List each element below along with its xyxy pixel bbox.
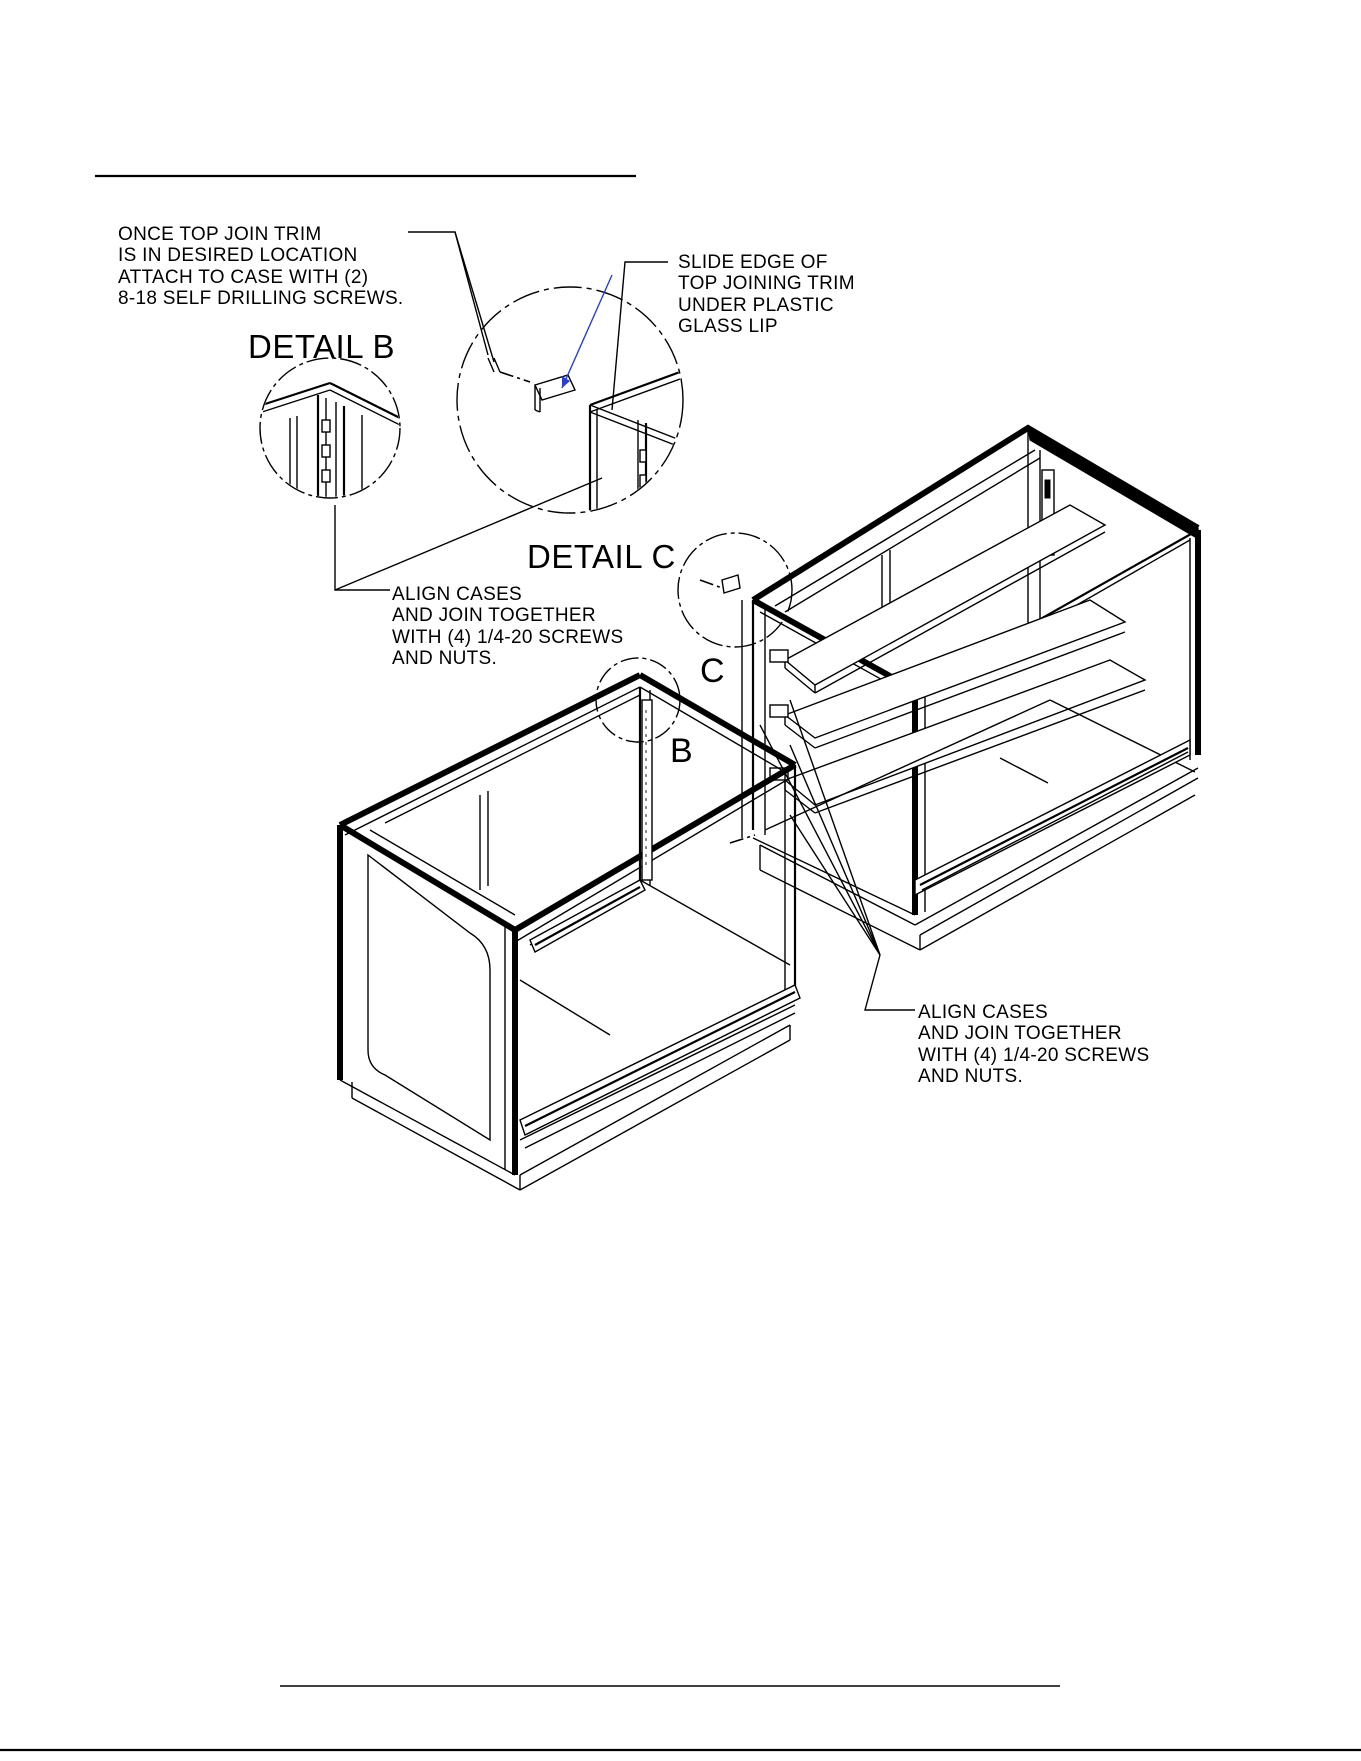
leader-align-upper [335, 505, 390, 590]
note-line: TOP JOINING TRIM [678, 273, 855, 295]
note-line: AND NUTS. [392, 647, 498, 669]
note-line: ALIGN CASES [918, 1002, 1049, 1023]
note-line: ONCE TOP JOIN TRIM [118, 224, 322, 245]
note-line: UNDER PLASTIC [678, 294, 834, 316]
note-line: WITH (4) 1/4-20 SCREWS [918, 1044, 1150, 1066]
note-line: ATTACH TO CASE WITH (2) [118, 266, 369, 288]
note-attach-trim [118, 224, 404, 309]
note-line: GLASS LIP [678, 315, 778, 337]
note-line: AND JOIN TOGETHER [918, 1023, 1122, 1045]
note-line: SLIDE EDGE OF [678, 252, 828, 273]
note-slide-edge [678, 252, 855, 337]
detail-b-label: DETAIL B [248, 328, 396, 365]
detail-b-marker: B [670, 732, 693, 770]
note-line: ALIGN CASES [392, 584, 523, 605]
note-line: IS IN DESIRED LOCATION [118, 245, 358, 267]
right-case [742, 428, 1200, 950]
note-line: AND JOIN TOGETHER [392, 605, 596, 627]
note-line: AND NUTS. [918, 1065, 1024, 1087]
detail-c-view [457, 287, 683, 520]
detail-c-marker: C [700, 652, 725, 690]
detail-b-view [260, 358, 400, 500]
detail-b-marker-circle [596, 658, 680, 742]
note-line: WITH (4) 1/4-20 SCREWS [392, 626, 624, 648]
note-align-lower [918, 1002, 1149, 1087]
note-align-upper [392, 584, 623, 669]
note-line: 8-18 SELF DRILLING SCREWS. [118, 287, 404, 309]
detail-c-label: DETAIL C [527, 538, 676, 575]
left-case [340, 675, 800, 1190]
blue-arrow [562, 275, 612, 388]
